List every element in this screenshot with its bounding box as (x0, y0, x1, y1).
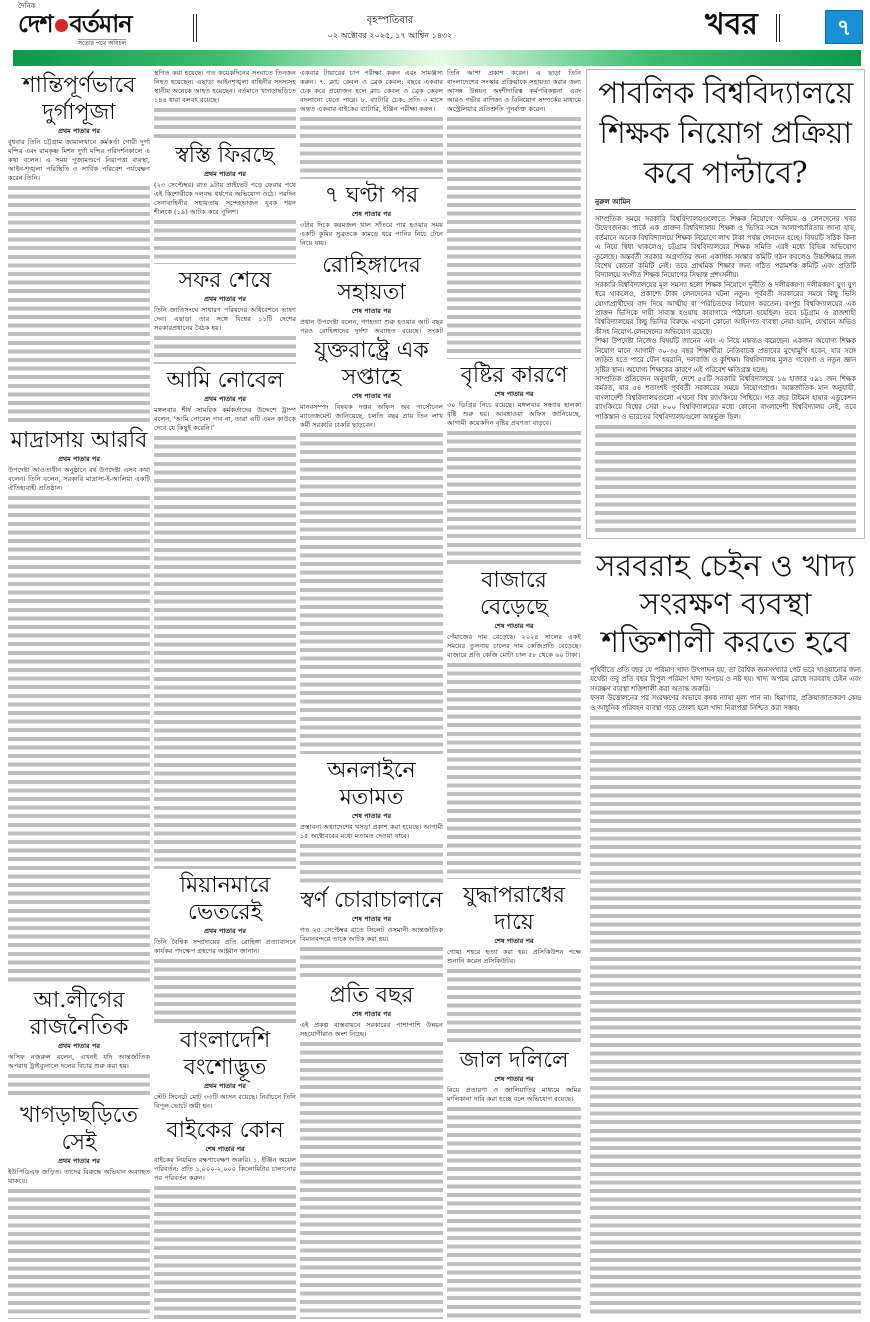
news-story (154, 869, 296, 1024)
news-story (300, 179, 443, 249)
story-headline[interactable]: বাংলাদেশি বংশোদ্ভূত (179, 1028, 271, 1080)
text-filler (447, 1105, 581, 1319)
story-body: তিনি বৈশ্বিক সম্প্রদায়ের প্রতি রোহিঙ্গা প্রত্যাবাসনে কার্যকর পদক্ষেপ গ্রহণের আহ্বান জানান। (154, 938, 296, 955)
logo-left: দেশ (18, 9, 53, 38)
text-filler (154, 957, 296, 1024)
news-story (8, 424, 150, 984)
story-body: বুধবার তিনি চট্টগ্রাম জামালখানে কর্মকর্তা গোরী দুর্গা মন্দির এবং রামকৃষ্ণ মিশন দুর্গা মন্দির পরিদর্শনকালে এ কথা বলেন। এ সময় পূজামণ্ডপে নিরাপত্তা ব্যবস্থা, আইন-শৃঙ্খলা পরিস্থিতি ও সার্বিক পরিবেশ পর্যবেক্ষণ করেন তিনি। (8, 138, 150, 182)
issue-day: বৃহস্পতিবার (366, 15, 414, 26)
continuation-label: শেষ পাতার পর (351, 915, 392, 923)
divider (193, 14, 197, 42)
continuation-label: প্রথম পাতার পর (204, 395, 246, 403)
text-filler (8, 184, 150, 424)
story-headline[interactable]: স্বস্তি ফিরছে (175, 143, 275, 168)
newspaper-logo[interactable] (18, 2, 188, 49)
text-filler (300, 1040, 443, 1319)
story-headline[interactable]: প্রতি বছর (329, 983, 414, 1008)
news-story (154, 69, 296, 139)
tagline: সত্যের পথে অবিচল (78, 40, 127, 47)
story-headline[interactable]: বৃষ্টির কারণে (460, 363, 568, 388)
story-headline[interactable]: আমি নোবেল (166, 368, 284, 393)
news-story (300, 334, 443, 754)
news-column (300, 69, 443, 1319)
logo-right: বর্তমান (69, 9, 132, 38)
text-filler (447, 429, 581, 564)
story-body: মানবসম্পদ বিষয়ক দপ্তর অফিস অব পার্সোনেল ম্যানেজমেন্ট জানিয়েছে, চলতি বছর প্রায় তিন লাখ কর্মী সরকারি চাকরি ছাড়বেন। (300, 403, 443, 429)
page-number-badge: ৭ (825, 10, 863, 44)
continuation-label: প্রথম পাতার পর (58, 127, 100, 135)
text-filler (595, 423, 856, 534)
text-filler (154, 106, 296, 139)
continuation-label: শেষ পাতার পর (494, 390, 534, 398)
story-body: স্থগিত করা হয়েছে। গত কয়েকদিনের সংঘাতে তিনজন নিহত হয়েছেন। এছাড়া আইনশৃঙ্খলা বাহিনীর সদস্যসহ স্থানীয় অনেকে আহত হয়েছেন। বর্তমানে খাগড়াছড়িতে ১৪৪ ধারা বলবৎ রয়েছে। (154, 69, 296, 104)
news-story (300, 884, 443, 979)
news-column (447, 69, 581, 1319)
story-headline[interactable]: সফর শেষে (178, 268, 272, 293)
feature-headline: পাবলিক বিশ্ববিদ্যালয়ে শিক্ষক নিয়োগ প্রক্রিয়া কবে পাল্টাবে? (598, 76, 853, 191)
story-headline[interactable]: আ.লীগের রাজনৈতিক (29, 988, 129, 1040)
continuation-label: শেষ পাতার পর (351, 392, 392, 400)
text-filler (8, 1187, 150, 1319)
story-headline[interactable]: খাগড়াছড়িতে সেই (19, 1103, 138, 1155)
masthead (0, 0, 870, 50)
paragraph: সরকারি বিশ্ববিদ্যালয়ের মূল সমস্যা হলো শিক্ষক নিয়োগে দুর্নীতি ও দলীয়করণ। দলীয়করণ যুগ যুগ ধরে থাকলেও, প্রকাশ্যে টাকা লেনদেনের ঘটনা নতুন। পূর্ববর্তী সরকারের সময়ে কিছু ভিসি যোগ্যপ্রার্থীদের বাদ দিয়ে আত্মীয় বা পরিচিতদের নিয়োগ করতেন। রংপুর বিশ্ববিদ্যালয়ের এক প্রাক্তন ভিসিকে দায়ী সাব্যস্ত হওয়ায় কারাগারে পাঠানো হয়েছিল। তবে চট্টগ্রাম ও রাজশাহী বিশ্ববিদ্যালয়ের কিছু ভিসির বিরুদ্ধে এখনো কোনো আইনগত ব্যবস্থা নেয়া হয়নি, যেখানে অভিও কীসহ নিয়োগ-লেনদেনের অভিযোগ রয়েছে। (595, 280, 856, 336)
paragraph: শিক্ষা উপদেষ্টা নিজেও বিষয়টি জানেন এবং এ নিয়ে মন্তব্যও করেছেন। একজন অযোগ্য শিক্ষক নিয়োগ মানে আগামী ৩০-৩৫ বছর শিক্ষার্থীরা নেতিবাচক প্রভাবের মুখোমুখি হবেন, যার সঙ্গে জড়িত হতে পারে যৌন হয়রানি, দলবাজি ও কুশিক্ষা। বিশ্ববিদ্যালয় মূলত গবেষণা ও নতুন জ্ঞান সৃষ্টির স্থান। অযোগ্য শিক্ষকের কারণে এই পরিবেশ ক্ষতিগ্রস্ত হচ্ছে। (595, 337, 856, 374)
news-story (300, 69, 443, 179)
story-headline[interactable]: মিয়ানমারে ভেতরেই (179, 873, 271, 925)
story-headline[interactable]: যুক্তরাষ্ট্রে এক সপ্তাহে (314, 338, 429, 390)
story-body: এই প্রকল্প বাস্তবায়নে সরকারের পাশাপাশি উন্নয়ন সহযোগীরাও অংশ নিচ্ছে। (300, 1021, 443, 1038)
story-body: অসিফ নজরুল বলেন, এখনই যদি আন্তর্জাতিক অপরাধ ট্রাইব্যুনালে দলের বিচার শুরু করা হয়। (8, 1053, 150, 1070)
story-body: বাইকের নিয়মিত রক্ষণাবেক্ষণ জরুরি। ১. ইঞ্জিন অয়েল পরিবর্তন: প্রতি ১,০০০-২,০০০ কিলোমিটার চালানোর পর পরিবর্তন করুন। (154, 1156, 296, 1182)
story-body: তিনি আশা প্রকাশ করেন। এ ছাড়া তিনি বাংলাদেশের সংস্কার প্রক্রিয়াকে সহায়তা করার জন্য আসন্ন উন্নয়ন অংশীদারিত্ব কর্মপরিকল্পনা এবং আরও গভীর বাণিজ্য ও বিনিয়োগ সম্পর্কের মাধ্যমে অস্ট্রেলিয়ার প্রতিশ্রুতি পুনর্ব্যক্ত করেন। (447, 69, 581, 113)
paragraph: ফসল উত্তোলনের পর সংরক্ষণের অভাবে কৃষক ন্যায্য মূল্য পান না। হিমাগার, প্রক্রিয়াজাতকরণ কেন্দ্র ও আধুনিক পরিবহন ব্যবস্থা গড়ে তোলা হলে খাদ্য নিরাপত্তা নিশ্চিত করা সম্ভব। (590, 694, 861, 712)
continuation-label: শেষ পাতার পর (494, 937, 534, 945)
story-body: একবার টায়ারের চাপ পরীক্ষা করুন এবং সামঞ্জস্য করুন। ৭. ক্লাচ কেবল ও ব্রেক কেবল: বছরে একবার চেক করে প্রয়োজন হলে ক্লাচ কেবল ও ব্রেক কেবল বদলানো যেতে পারে। ৮. ব্যাটারি চেক: প্রতি ৩ মাসে অন্তত একবার বাইকের ব্যাটারি, ইঞ্জিন পরীক্ষা করুন। (300, 69, 443, 113)
story-body: প্রধান উপদেষ্টা বলেন, গণহত্যা শুরু হওয়ার আট বছর পরও রোহিঙ্গাদের দুর্দশা অব্যাহত রয়েছে। সংকট (300, 318, 443, 334)
continuation-label: প্রথম পাতার পর (58, 1157, 100, 1165)
story-headline[interactable]: মাদ্রাসায় আরবি (10, 428, 148, 453)
header-band (13, 50, 861, 66)
news-story (447, 564, 581, 879)
story-headline[interactable]: বাইকের কোন (166, 1118, 284, 1143)
continuation-label: শেষ পাতার পর (205, 1145, 245, 1153)
story-body: নিয়ে প্রতারণা ও জালিয়াতির মাধ্যমে জমির মালিকানা দাবি করা হচ্ছে বলে অভিযোগ রয়েছে। (447, 1086, 581, 1103)
news-story (447, 879, 581, 1044)
news-story (447, 359, 581, 564)
news-story (447, 69, 581, 359)
story-body: পেঁয়াজের দাম বেড়েছে। ২০২৪ সালের একই সময়ের তুলনায় চালের দাম কেজিপ্রতি বেড়েছে। বাজারে প্রতি কেজি মোটা চাল ৫৮ থেকে ৬০ টাকা। (447, 633, 581, 659)
news-story (447, 1044, 581, 1319)
continuation-label: শেষ পাতার পর (351, 812, 392, 820)
feature-article-teacher-recruitment (586, 69, 865, 539)
continuation-label: প্রথম পাতার পর (204, 295, 246, 303)
feature-article-supply-chain (586, 548, 865, 1318)
story-body: ৩টার দিকে করমজল খাল সাঁতরে পার হওয়ার সময় একটি কুমির সুব্রতকে কামড়ে ধরে পানির নিচে টেনে নিয়ে যায়। (300, 221, 443, 247)
news-story (154, 264, 296, 364)
paragraph: সাম্প্রতিক প্রতিবেদন অনুযায়ী, দেশে ৫৫টি সরকারি বিশ্ববিদ্যালয়ে ১৬ হাজার ৫৯১ জন শিক্ষক কর্মরত, যার ৫৪ শতাংশই পূর্ববর্তী সরকারের সময়ে নিয়োগপ্রাপ্ত। আন্তর্জাতিক মান অনুযায়ী, বাংলাদেশী বিশ্ববিদ্যালয়গুলো এখনো বিশ্ব র‍্যাংকিংয়ে পিছিয়ে। গত বছর টাইমস হায়ার এডুকেশন র‍্যাংকিংয়ে বিশ্বের সেরা ৮০০ বিশ্ববিদ্যালয়ের মধ্যে কোনো বাংলাদেশী বিশ্ববিদ্যালয় নেই, তবে পাকিস্তান ও ভারতের বিশ্ববিদ্যালয়গুলো অন্তর্ভুক্ত ছিল। (595, 374, 856, 421)
feature-headline: সরবরাহ চেইন ও খাদ্য সংরক্ষণ ব্যবস্থা শক্তিশালী করতে হবে (595, 549, 856, 660)
logo-map-icon (55, 19, 68, 32)
paragraph: সাম্প্রতিক সময়ে সরকারি বিশ্ববিদ্যালয়গুলোতে শিক্ষক নিয়োগে অনিয়ম ও লেনদেনের খবর উদ্বেগজনক। পার্কে এক প্রাক্তন বিশ্ববিদ্যালয় শিক্ষক ও ভিসির সঙ্গে আলাপচারিতায় জানা যায়, বর্তমানে অনেক বিশ্ববিদ্যালয়ে শিক্ষক নিয়োগে লাখ টাকা পর্যন্ত লেনদেন হচ্ছে। বিষয়টি সঠিক কিনা এ নিয়ে দ্বিধা থাকলেও, চট্টগ্রাম বিশ্ববিদ্যালয়ের শিক্ষক সমিতি এরই মধ্যে বিভিন্ন অভিযোগ তুলেছে। অন্তর্বর্তী সরকার অগ্রগতির জন্য একাধিক সংস্কার কমিটি গঠন করলেও উচ্চশিক্ষার জন্য বিশেষ কোনো কমিটি নেই। তবে প্রাথমিক শিক্ষার জন্য গঠিত পরামর্শক কমিটি এবং প্রতিটি বিদ্যালয়ে সংগীত শিক্ষক নিয়োগের সিদ্ধান্ত প্রশংসনীয়। (595, 215, 856, 280)
news-column (8, 69, 150, 1319)
news-story (154, 1114, 296, 1319)
story-body: গোয়া শহরে হত্যা করা হয়। প্রসিকিউশন পক্ষে শুনানি করেন প্রসিকিউটর। (447, 948, 581, 965)
continuation-label: প্রথম পাতার পর (58, 1042, 100, 1050)
text-filler (8, 494, 150, 984)
text-filler (154, 1184, 296, 1319)
story-body: (২৩ সেপ্টেম্বর) রাত ৯টায় প্রাইভেট পড়ে ফেরার পথে এই কিশোরীকে দলবদ্ধ ধর্ষণের অভিযোগ ওঠে। পরদিন সেনাবাহিনীর সহায়তায় সন্দেহভাজন যুবক শয়ন শীলকে (১৯) আটক করে পুলিশ। (154, 181, 296, 216)
news-story (300, 979, 443, 1319)
continuation-label: প্রথম পাতার পর (204, 170, 246, 178)
news-column (154, 69, 296, 1319)
text-filler (447, 967, 581, 1044)
story-headline[interactable]: জাল দলিলে (459, 1048, 569, 1073)
story-headline[interactable]: যুদ্ধাপরাধের দায়ে (463, 883, 565, 935)
text-filler (154, 334, 296, 364)
story-headline[interactable]: রোহিঙ্গাদের সহায়তা (322, 253, 421, 305)
issue-date: ০২ অক্টোবর ২০২৫, ১৭ আশ্বিন ১৪৩২ (327, 31, 453, 40)
continuation-label: শেষ পাতার পর (351, 1010, 392, 1018)
text-filler (300, 945, 443, 979)
text-filler (447, 115, 581, 359)
continuation-label: প্রথম পাতার পর (58, 455, 100, 463)
paragraph: পৃথিবীতে প্রতি বছর যে পরিমাণ খাদ্য উৎপাদন হয়, তা বৈশ্বিক জনসংখ্যার পেট ভরে খাওয়ানোর জন্য যথেষ্ট। তবু প্রতি বছর বিপুল পরিমাণ খাদ্য অপচয় ও নষ্ট হয়। খাদ্য অপচয় রোধে সরবরাহ চেইন এবং সংরক্ষণ ব্যবস্থা শক্তিশালী করা অত্যন্ত জরুরি। (590, 666, 861, 693)
text-filler (300, 842, 443, 884)
byline: নুরুল আমিন (595, 197, 856, 210)
continuation-label: প্রথম পাতার পর (204, 1082, 246, 1090)
story-body: তিনি জাতিসংঘে সাধারণ পরিষদের অধিবেশনে ভাষণ দেন। এছাড়া তার সঙ্গে বিশ্বের ১১টি দেশের সরকারপ্রধানের বৈঠক হয়। (154, 306, 296, 332)
news-story (8, 69, 150, 424)
continuation-label: প্রথম পাতার পর (204, 927, 246, 935)
story-body: ৩০ ডিগ্রির নিচে রয়েছে। মঙ্গলবার সন্ধ্যায় হালকা বৃষ্টি শুরু হয়। আবহাওয়া অফিস জানিয়েছে, আগামী কয়েকদিন বৃষ্টির প্রবণতা বাড়বে। (447, 401, 581, 427)
text-filler (154, 1112, 296, 1114)
news-story (154, 1024, 296, 1114)
text-filler (447, 661, 581, 879)
story-headline[interactable]: ৭ ঘণ্টা পর (324, 183, 419, 208)
continuation-label: শেষ পাতার পর (494, 622, 534, 630)
text-filler (300, 431, 443, 754)
continuation-label: শেষ পাতার পর (351, 307, 392, 315)
text-filler (154, 434, 296, 869)
story-body: মঙ্গলবার শীর্ষ সামরিক কর্মকর্তাদের উদ্দেশে ট্রাম্প বলেন, 'আমি নোবেল পাব না, তারা এটি এমন কাউকে দেবে যে কিছুই করেনি।' (154, 406, 296, 432)
text-filler (300, 115, 443, 179)
news-story (300, 754, 443, 884)
story-body: স্টেট সিনেটে মোট ৩৩টি আসন রয়েছে। নির্বাচনে তিনি বিপুল ভোটে জয়ী হন। (154, 1093, 296, 1110)
story-body: প্রস্তাবনা অধ্যাদেশের খসড়া প্রকাশ করা হয়েছে। আগামী ১৫ অক্টোবরের মধ্যে মতামত দেওয়া যাবে। (300, 823, 443, 840)
story-body: গত ২৫ সেপ্টেম্বর রাতে সিলেট ওসমানী আন্তর্জাতিক বিমানবন্দরে তাকে আটক করা হয়। (300, 926, 443, 943)
text-filler (8, 1072, 150, 1099)
divider (776, 14, 780, 42)
story-headline[interactable]: শান্তিপূর্ণভাবে দুর্গাপূজা (22, 73, 136, 125)
story-body: উপদেষ্টা আওতাধীন অনুষ্ঠানে বর্ষ উপদেষ্টা এসব কথা বলেন। তিনি বলেন, সরকারি মাদ্রাসা-ই-আলিয়া একটি ঐতিহ্যবাহী প্রতিষ্ঠান। (8, 466, 150, 492)
continuation-label: শেষ পাতার পর (351, 210, 392, 218)
story-headline[interactable]: স্বর্ণ চোরাচালানে (300, 888, 443, 913)
news-story (8, 984, 150, 1099)
continuation-label: শেষ পাতার পর (494, 1075, 534, 1083)
news-story (154, 364, 296, 869)
news-story (154, 139, 296, 264)
story-headline[interactable]: বাজারে বেড়েছে (480, 568, 548, 620)
text-filler (590, 714, 861, 1318)
story-headline[interactable]: অনলাইনে মতামত (327, 758, 416, 810)
news-story (300, 249, 443, 334)
section-title: খবর (705, 7, 758, 42)
story-body: ইউপিডিএফ জড়িত। তাদের বিরুদ্ধে অভিযান অব্যাহত থাকবে। (8, 1168, 150, 1185)
logo-prefix: দৈনিক (18, 2, 36, 10)
news-story (8, 1099, 150, 1319)
text-filler (154, 218, 296, 264)
